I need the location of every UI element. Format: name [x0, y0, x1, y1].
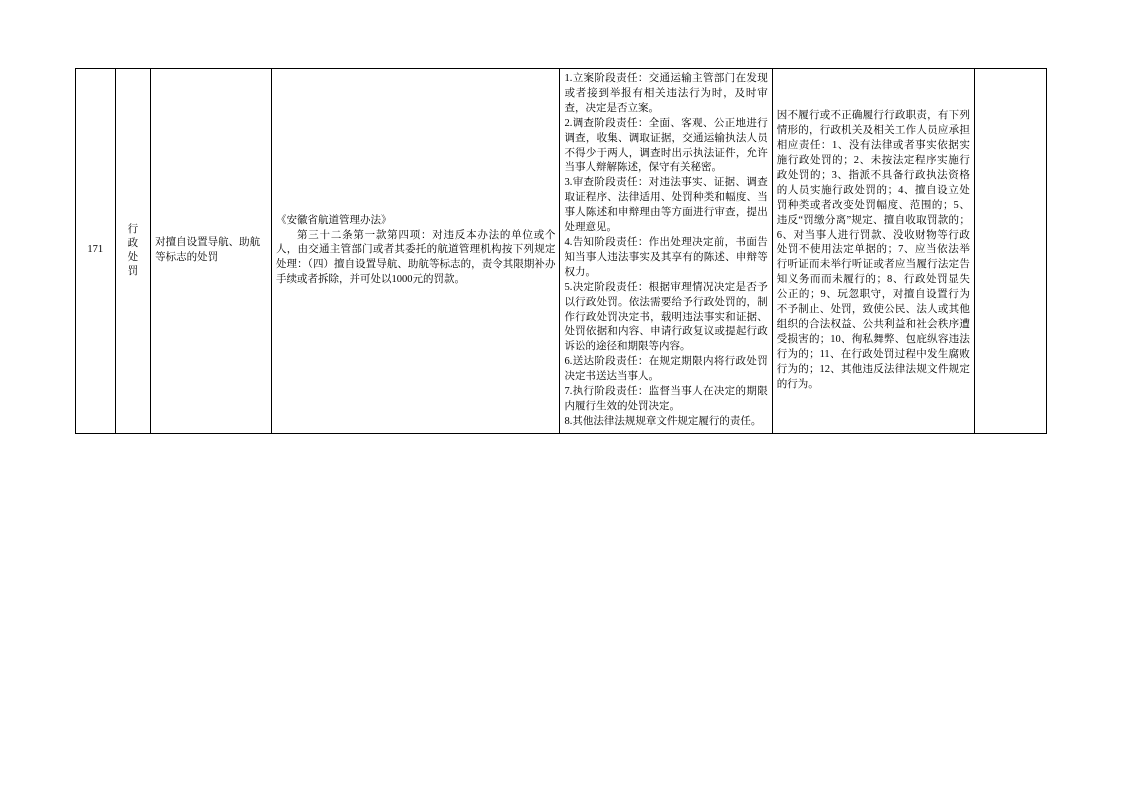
accountability-text: 因不履行或不正确履行行政职责，有下列情形的，行政机关及相关工作人员应承担相应责任：1、没有法律或者事实依据实施行政处罚的；2、未按法定程序实施行政处罚的；3、指派不具备行政执法资格的人员实施行政处罚的；4、擅自设立处罚种类或者改变处罚幅度、范围的；5、违反“罚缴分离”规定、擅自收取罚款的；6、对当事人进行罚款、没收财物等行政处罚不使用法定单据的；7、应当依法举行听证而未举行听证或者应当履行法定告知义务而而未履行的；8、行政处罚显失公正的；9、玩忽职守，对擅自设置行为不予制止、处罚，致使公民、法人或其他组织的合法权益、公共利益和社会秩序遭受损害的；10、徇私舞弊、包庇纵容违法行为的；11、在行政处罚过程中发生腐败行为的；12、其他违反法律法规文件规定的行为。 [776, 110, 970, 390]
cell-item-name [151, 69, 272, 434]
responsibility-table [75, 68, 1047, 434]
row-number-text: 171 [87, 244, 104, 256]
cell-accountability [772, 69, 974, 434]
duty-item: 6.送达阶段责任：在规定期限内将行政处罚决定书送达当事人。 [564, 356, 768, 383]
duty-item: 3.审查阶段责任：对违法事实、证据、调查取证程序、法律适用、处罚种类和幅度、当事人陈述和申辩理由等方面进行审查，提出处理意见。 [564, 177, 768, 234]
duty-item: 8.其他法律法规规章文件规定履行的责任。 [564, 415, 762, 427]
table-row [76, 69, 1047, 434]
cell-category [115, 69, 151, 434]
duty-item: 5.决定阶段责任：根据审理情况决定是否予以行政处罚。依法需要给予行政处罚的，制作行政处罚决定书，载明违法事实和证据、处罚依据和内容、申请行政复议或提起行政诉讼的途径和期限等内容。 [564, 281, 768, 353]
cell-legal-basis [272, 69, 560, 434]
duty-item: 4.告知阶段责任：作出处理决定前，书面告知当事人违法事实及其享有的陈述、申辩等权力。 [564, 236, 768, 278]
duty-item: 2.调查阶段责任：全面、客观、公正地进行调查，收集、调取证据，交通运输执法人员不得少于两人，调查时出示执法证件，允许当事人辩解陈述，保守有关秘密。 [564, 117, 768, 174]
legal-basis-body: 第三十二条第一款第四项：对违反本办法的单位或个人，由交通主管部门或者其委托的航道管理机构按下列规定处理：（四）擅自设置导航、助航等标志的，责令其限期补办手续或者拆除，并可处以1000元的罚款。 [276, 229, 556, 286]
legal-basis-title: 《安徽省航道管理办法》 [276, 214, 392, 226]
cell-remark [974, 69, 1046, 434]
duty-item: 1.立案阶段责任：交通运输主管部门在发现或者接到举报有相关违法行为时，及时审查，决定是否立案。 [564, 73, 768, 114]
category-char-2: 政 [127, 237, 139, 249]
cell-row-number [76, 69, 116, 434]
item-name-text: 对擅自设置导航、助航等标志的处罚 [155, 236, 261, 263]
category-char-1: 行 [127, 223, 139, 235]
category-char-4: 罚 [127, 266, 139, 278]
table-container [75, 68, 1047, 434]
duty-item: 7.执行阶段责任：监督当事人在决定的期限内履行生效的处罚决定。 [564, 386, 768, 412]
category-char-3: 处 [127, 251, 139, 263]
cell-duty-items [560, 69, 772, 434]
